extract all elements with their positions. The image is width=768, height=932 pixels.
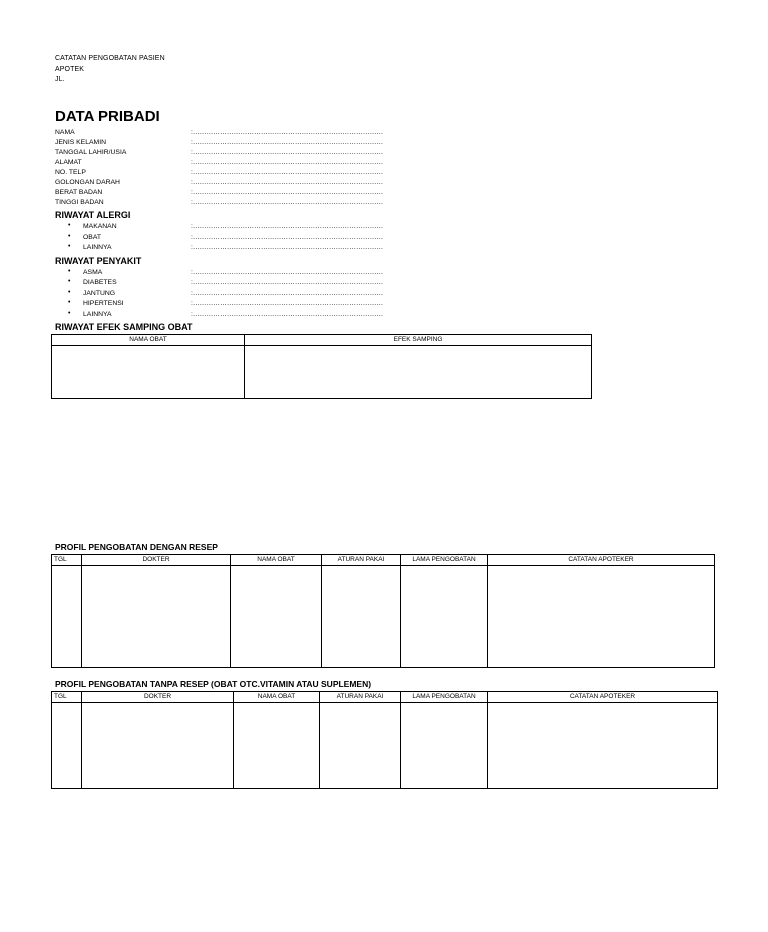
penyakit-dots-diabetes[interactable]: :………………………………………………………………………… bbox=[191, 279, 384, 286]
header-line-title: CATATAN PENGOBATAN PASIEN bbox=[55, 55, 165, 62]
bullet-icon: • bbox=[68, 268, 71, 275]
cell-aturan-pakai[interactable] bbox=[322, 566, 401, 668]
penyakit-label-asma: ASMA bbox=[83, 269, 103, 276]
bullet-icon: • bbox=[68, 310, 71, 317]
bullet-icon: • bbox=[68, 289, 71, 296]
col-header-nama-obat: NAMA OBAT bbox=[231, 555, 322, 566]
alergi-label-obat: OBAT bbox=[83, 234, 102, 241]
alergi-dots-obat[interactable]: :………………………………………………………………………… bbox=[191, 234, 384, 241]
field-dots-berat-badan[interactable]: :………………………………………………………………………… bbox=[191, 189, 384, 196]
col-header-lama-pengobatan: LAMA PENGOBATAN bbox=[401, 555, 488, 566]
cell-dokter[interactable] bbox=[82, 566, 231, 668]
bullet-icon: • bbox=[68, 222, 71, 229]
field-dots-tanggal-lahir[interactable]: :………………………………………………………………………… bbox=[191, 149, 384, 156]
col-header-nama-obat: NAMA OBAT bbox=[234, 692, 320, 703]
alergi-dots-lainnya[interactable]: :………………………………………………………………………… bbox=[191, 244, 384, 251]
cell-efek-samping[interactable] bbox=[245, 346, 592, 399]
profil-tanpa-resep-table bbox=[51, 691, 718, 789]
col-header-tgl: TGL bbox=[52, 555, 82, 566]
penyakit-dots-asma[interactable]: :………………………………………………………………………… bbox=[191, 269, 384, 276]
penyakit-dots-lainnya[interactable]: :………………………………………………………………………… bbox=[191, 311, 384, 318]
col-header-efek-samping: EFEK SAMPING bbox=[245, 335, 592, 346]
header-line-apotek: APOTEK bbox=[55, 66, 84, 73]
cell-lama-pengobatan[interactable] bbox=[401, 703, 488, 789]
field-label-jenis-kelamin: JENIS KELAMIN bbox=[55, 139, 106, 146]
cell-tgl[interactable] bbox=[52, 703, 82, 789]
penyakit-label-hipertensi: HIPERTENSI bbox=[83, 300, 124, 307]
alergi-label-lainnya: LAINNYA bbox=[83, 244, 112, 251]
col-header-catatan-apoteker: CATATAN APOTEKER bbox=[488, 555, 715, 566]
field-label-berat-badan: BERAT BADAN bbox=[55, 189, 103, 196]
cell-aturan-pakai[interactable] bbox=[320, 703, 401, 789]
penyakit-dots-hipertensi[interactable]: :………………………………………………………………………… bbox=[191, 300, 384, 307]
bullet-icon: • bbox=[68, 278, 71, 285]
cell-tgl[interactable] bbox=[52, 566, 82, 668]
efek-samping-title: RIWAYAT EFEK SAMPING OBAT bbox=[55, 322, 193, 332]
field-label-alamat: ALAMAT bbox=[55, 159, 82, 166]
field-dots-no-telp[interactable]: :………………………………………………………………………… bbox=[191, 169, 384, 176]
cell-nama-obat[interactable] bbox=[231, 566, 322, 668]
field-label-golongan-darah: GOLONGAN DARAH bbox=[55, 179, 120, 186]
profil-tanpa-resep-title: PROFIL PENGOBATAN TANPA RESEP (OBAT OTC.VITAMIN ATAU SUPLEMEN) bbox=[55, 679, 372, 689]
alergi-label-makanan: MAKANAN bbox=[83, 223, 117, 230]
field-label-tanggal-lahir: TANGGAL LAHIR/USIA bbox=[55, 149, 127, 156]
penyakit-label-diabetes: DIABETES bbox=[83, 279, 117, 286]
penyakit-label-lainnya: LAINNYA bbox=[83, 311, 112, 318]
col-header-aturan-pakai: ATURAN PAKAI bbox=[322, 555, 401, 566]
col-header-catatan-apoteker: CATATAN APOTEKER bbox=[488, 692, 718, 703]
col-header-dokter: DOKTER bbox=[82, 555, 231, 566]
riwayat-alergi-title: RIWAYAT ALERGI bbox=[55, 210, 131, 220]
col-header-lama-pengobatan: LAMA PENGOBATAN bbox=[401, 692, 488, 703]
profil-resep-title: PROFIL PENGOBATAN DENGAN RESEP bbox=[55, 542, 218, 552]
field-dots-nama[interactable]: :………………………………………………………………………… bbox=[191, 129, 384, 136]
cell-catatan-apoteker[interactable] bbox=[488, 566, 715, 668]
field-label-no-telp: NO. TELP bbox=[55, 169, 86, 176]
bullet-icon: • bbox=[68, 233, 71, 240]
field-label-tinggi-badan: TINGGI BADAN bbox=[55, 199, 104, 206]
penyakit-label-jantung: JANTUNG bbox=[83, 290, 116, 297]
profil-resep-table bbox=[51, 554, 715, 668]
col-header-tgl: TGL bbox=[52, 692, 82, 703]
field-dots-golongan-darah[interactable]: :………………………………………………………………………… bbox=[191, 179, 384, 186]
field-label-nama: NAMA bbox=[55, 129, 75, 136]
col-header-dokter: DOKTER bbox=[82, 692, 234, 703]
field-dots-tinggi-badan[interactable]: :………………………………………………………………………… bbox=[191, 199, 384, 206]
field-dots-alamat[interactable]: :………………………………………………………………………… bbox=[191, 159, 384, 166]
bullet-icon: • bbox=[68, 299, 71, 306]
riwayat-penyakit-title: RIWAYAT PENYAKIT bbox=[55, 256, 142, 266]
col-header-nama-obat: NAMA OBAT bbox=[52, 335, 245, 346]
field-dots-jenis-kelamin[interactable]: :………………………………………………………………………… bbox=[191, 139, 384, 146]
cell-nama-obat[interactable] bbox=[52, 346, 245, 399]
header-line-address: JL. bbox=[55, 76, 65, 83]
cell-dokter[interactable] bbox=[82, 703, 234, 789]
efek-samping-table bbox=[51, 334, 592, 399]
data-pribadi-title: DATA PRIBADI bbox=[55, 108, 160, 125]
alergi-dots-makanan[interactable]: :………………………………………………………………………… bbox=[191, 223, 384, 230]
bullet-icon: • bbox=[68, 243, 71, 250]
penyakit-dots-jantung[interactable]: :………………………………………………………………………… bbox=[191, 290, 384, 297]
col-header-aturan-pakai: ATURAN PAKAI bbox=[320, 692, 401, 703]
cell-lama-pengobatan[interactable] bbox=[401, 566, 488, 668]
cell-catatan-apoteker[interactable] bbox=[488, 703, 718, 789]
cell-nama-obat[interactable] bbox=[234, 703, 320, 789]
